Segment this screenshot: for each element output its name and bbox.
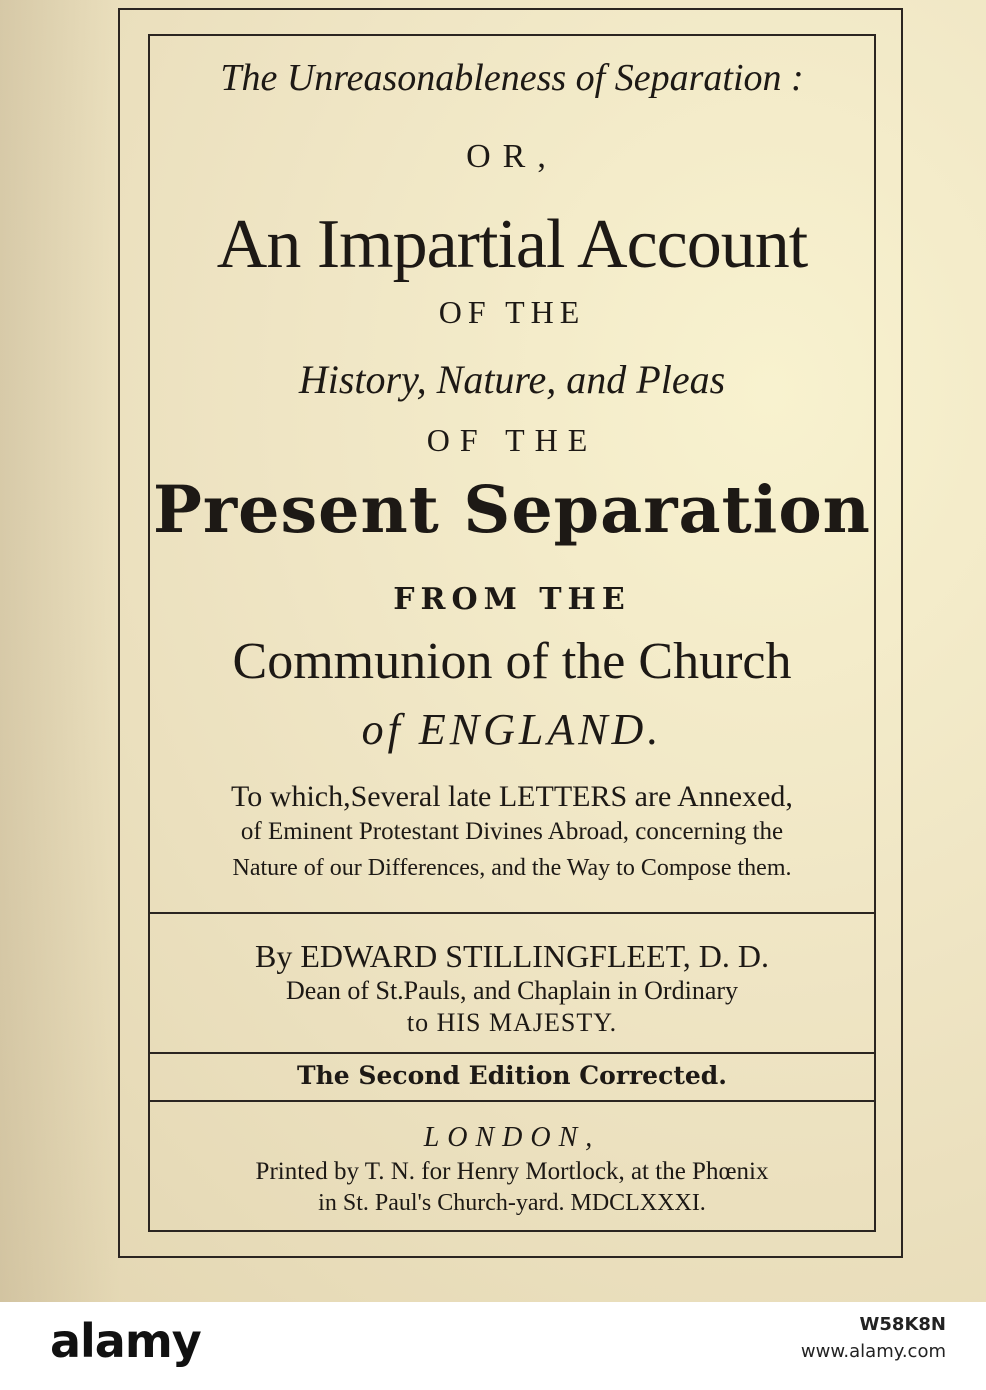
divider-rule-1: [148, 912, 876, 914]
author-line-1: By EDWARD STILLINGFLEET, D. D.: [254, 938, 769, 974]
title-line-of-the-2: OF THE: [426, 422, 598, 458]
annex-line-3: Nature of our Differences, and the Way to Compose them.: [232, 855, 792, 881]
author-line-3: to HIS MAJESTY.: [406, 1008, 618, 1037]
annex-line-2: of Eminent Protestant Divines Abroad, concerning the: [240, 818, 784, 845]
imprint-churchyard: in St. Paul's Church-yard. MDCLXXXI.: [318, 1190, 706, 1216]
stock-site-url: www.alamy.com: [800, 1341, 946, 1362]
title-line-or: OR,: [466, 138, 558, 175]
imprint-london: LONDON,: [423, 1122, 601, 1153]
title-line-history-nature-pleas: History, Nature, and Pleas: [298, 357, 726, 402]
title-line-present-separation: Present Separation: [153, 472, 871, 548]
edition-line: The Second Edition Corrected.: [297, 1061, 727, 1090]
author-line-2: Dean of St.Pauls, and Chaplain in Ordinary: [285, 976, 739, 1005]
title-line-from-the: FROM THE: [393, 582, 631, 617]
stock-image-info: [801, 1314, 946, 1362]
annex-line-1: To which,Several late LETTERS are Annexed,: [231, 780, 793, 813]
imprint-printed-by: Printed by T. N. for Henry Mortlock, at the Phœnix: [255, 1158, 769, 1185]
title-line-unreasonableness: The Unreasonableness of Separation :: [220, 57, 804, 99]
divider-rule-3: [148, 1100, 876, 1102]
title-line-communion: Communion of the Church: [232, 633, 792, 690]
stock-image-id: W58K8N: [859, 1314, 946, 1335]
title-line-of-the-1: OF THE: [438, 294, 586, 330]
stock-logo: alamy: [50, 1314, 201, 1368]
title-line-impartial-account: An Impartial Account: [216, 206, 808, 283]
divider-rule-2: [148, 1052, 876, 1054]
title-line-of-england: of ENGLAND.: [361, 705, 663, 754]
